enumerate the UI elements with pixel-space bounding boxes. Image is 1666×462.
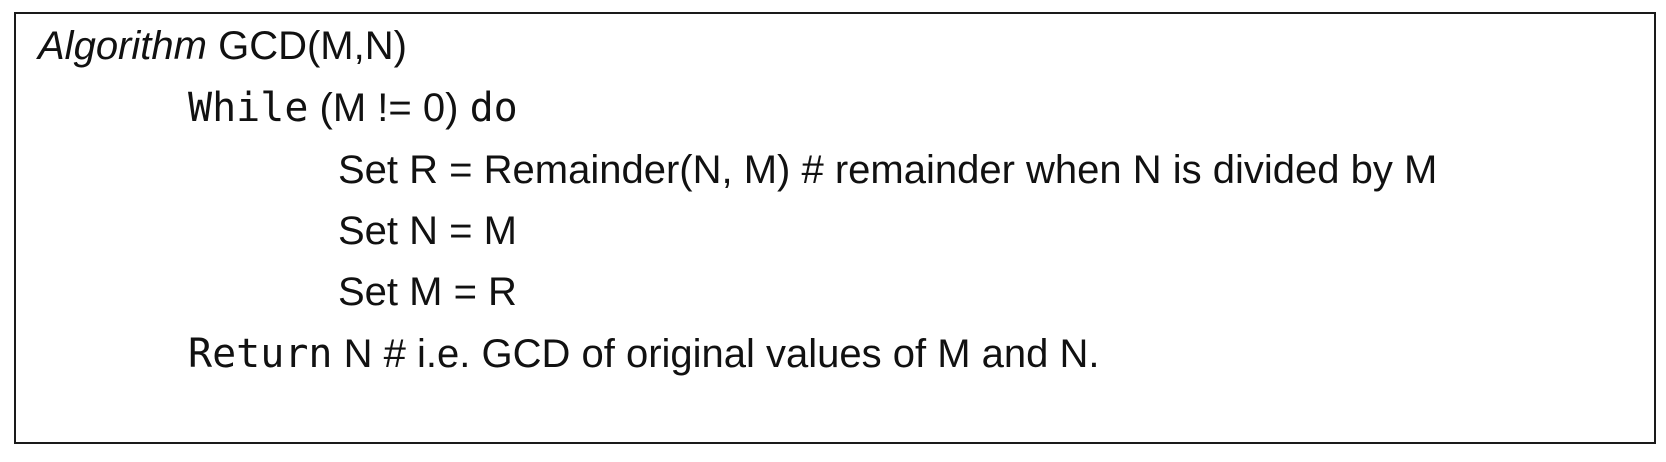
body-line-1: Set R = Remainder(N, M) # remainder when N is divided by M <box>338 148 1438 192</box>
algorithm-signature: GCD(M,N) <box>218 24 407 68</box>
return-keyword: Return <box>188 331 333 377</box>
do-keyword: do <box>469 85 518 131</box>
algorithm-header <box>38 22 407 70</box>
return-value: N <box>343 332 373 376</box>
body-line-3: Set M = R <box>338 270 517 314</box>
while-line <box>188 84 518 132</box>
algorithm-box <box>14 12 1656 444</box>
return-comment: # i.e. GCD of original values of M and N. <box>383 332 1100 376</box>
algorithm-keyword: Algorithm <box>38 24 207 68</box>
while-keyword: While <box>188 85 309 131</box>
body-line-2: Set N = M <box>338 209 517 253</box>
return-line <box>188 330 1100 378</box>
while-condition: (M != 0) <box>319 86 459 130</box>
